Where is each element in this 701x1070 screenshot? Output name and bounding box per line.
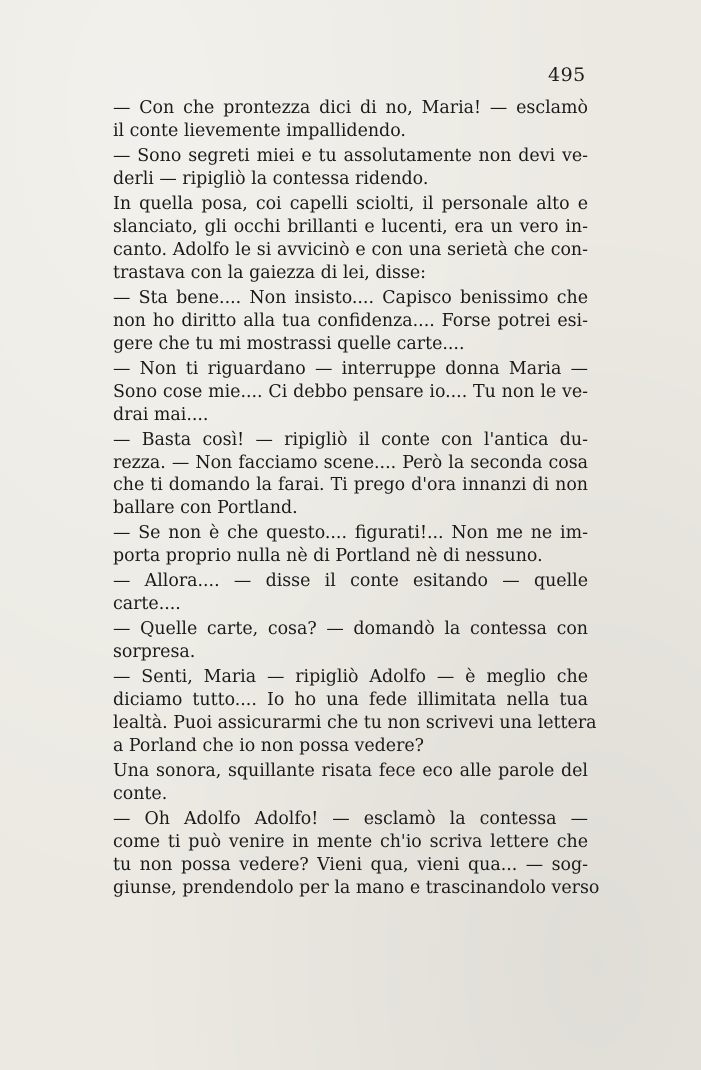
text-line: gere che tu mi mostrassi quelle carte....	[113, 333, 465, 354]
body-text	[91, 97, 600, 902]
paragraph	[91, 666, 597, 758]
text-line: non ho diritto alla tua confidenza.... Forse potrei esi-	[113, 310, 588, 331]
paragraph	[91, 522, 588, 568]
text-line: trastava con la gaiezza di lei, disse:	[113, 262, 427, 283]
text-line: come ti può venire in mente ch'io scriva lettere che	[113, 832, 588, 853]
paragraph	[91, 760, 588, 806]
paragraph	[91, 145, 588, 191]
text-line: — Non ti riguardano — interruppe donna Maria —	[113, 358, 588, 379]
text-line: rezza. — Non facciamo scene.... Però la seconda cosa	[113, 452, 588, 473]
paragraph	[91, 570, 588, 616]
text-line: Sono cose mie.... Ci debbo pensare io.... Tu non le ve-	[113, 381, 588, 402]
page-number: 495	[548, 64, 586, 86]
text-line: lealtà. Puoi assicurarmi che tu non scrivevi una lettera	[113, 713, 597, 734]
text-line: Una sonora, squillante risata fece eco alle parole del	[113, 761, 588, 782]
text-line: — Sono segreti miei e tu assolutamente non devi ve-	[113, 146, 588, 166]
text-line: In quella posa, coi capelli sciolti, il personale alto e	[113, 194, 588, 214]
text-line: derli — ripigliò la contessa ridendo.	[113, 168, 429, 189]
text-line: — Sta bene.... Non insisto.... Capisco benissimo che	[113, 287, 588, 308]
text-line: — Quelle carte, cosa? — domandò la contessa con	[113, 619, 588, 640]
text-line: che ti domando la farai. Ti prego d'ora innanzi di non	[113, 475, 588, 496]
paragraph	[91, 808, 600, 900]
text-line: — Basta così! — ripigliò il conte con l'antica du-	[113, 429, 588, 450]
text-line: ballare con Portland.	[113, 498, 298, 519]
text-line: il conte lievemente impallidendo.	[113, 120, 406, 141]
text-line: conte.	[113, 784, 168, 805]
text-line: — Senti, Maria — ripigliò Adolfo — è meglio che	[113, 667, 588, 688]
text-line: tu non possa vedere? Vieni qua, vieni qua... — sog-	[113, 855, 588, 876]
text-line: sorpresa.	[113, 642, 196, 663]
text-line: a Porland che io non possa vedere?	[113, 736, 425, 757]
text-line: diciamo tutto.... Io ho una fede illimitata nella tua	[113, 690, 588, 711]
text-line: drai mai....	[113, 404, 209, 425]
text-line: — Se non è che questo.... figurati!... Non me ne im-	[113, 523, 588, 544]
text-line: — Allora.... — disse il conte esitando — quelle	[113, 571, 588, 592]
text-line: canto. Adolfo le si avvicinò e con una serietà che con-	[113, 239, 588, 260]
text-line: carte....	[113, 594, 181, 615]
paragraph	[91, 429, 588, 521]
text-line: — Con che prontezza dici di no, Maria! — esclamò	[113, 98, 588, 118]
text-line: giunse, prendendolo per la mano e trascinandolo verso	[113, 877, 600, 898]
paragraph	[91, 618, 588, 664]
paragraph	[91, 358, 588, 427]
text-line: — Oh Adolfo Adolfo! — esclamò la contessa —	[113, 809, 588, 830]
text-line: slanciato, gli occhi brillanti e lucenti, era un vero in-	[113, 216, 588, 237]
paragraph	[91, 193, 588, 285]
text-line: porta proprio nulla nè di Portland nè di nessuno.	[113, 546, 543, 567]
paragraph	[91, 97, 588, 143]
paragraph	[91, 287, 588, 356]
